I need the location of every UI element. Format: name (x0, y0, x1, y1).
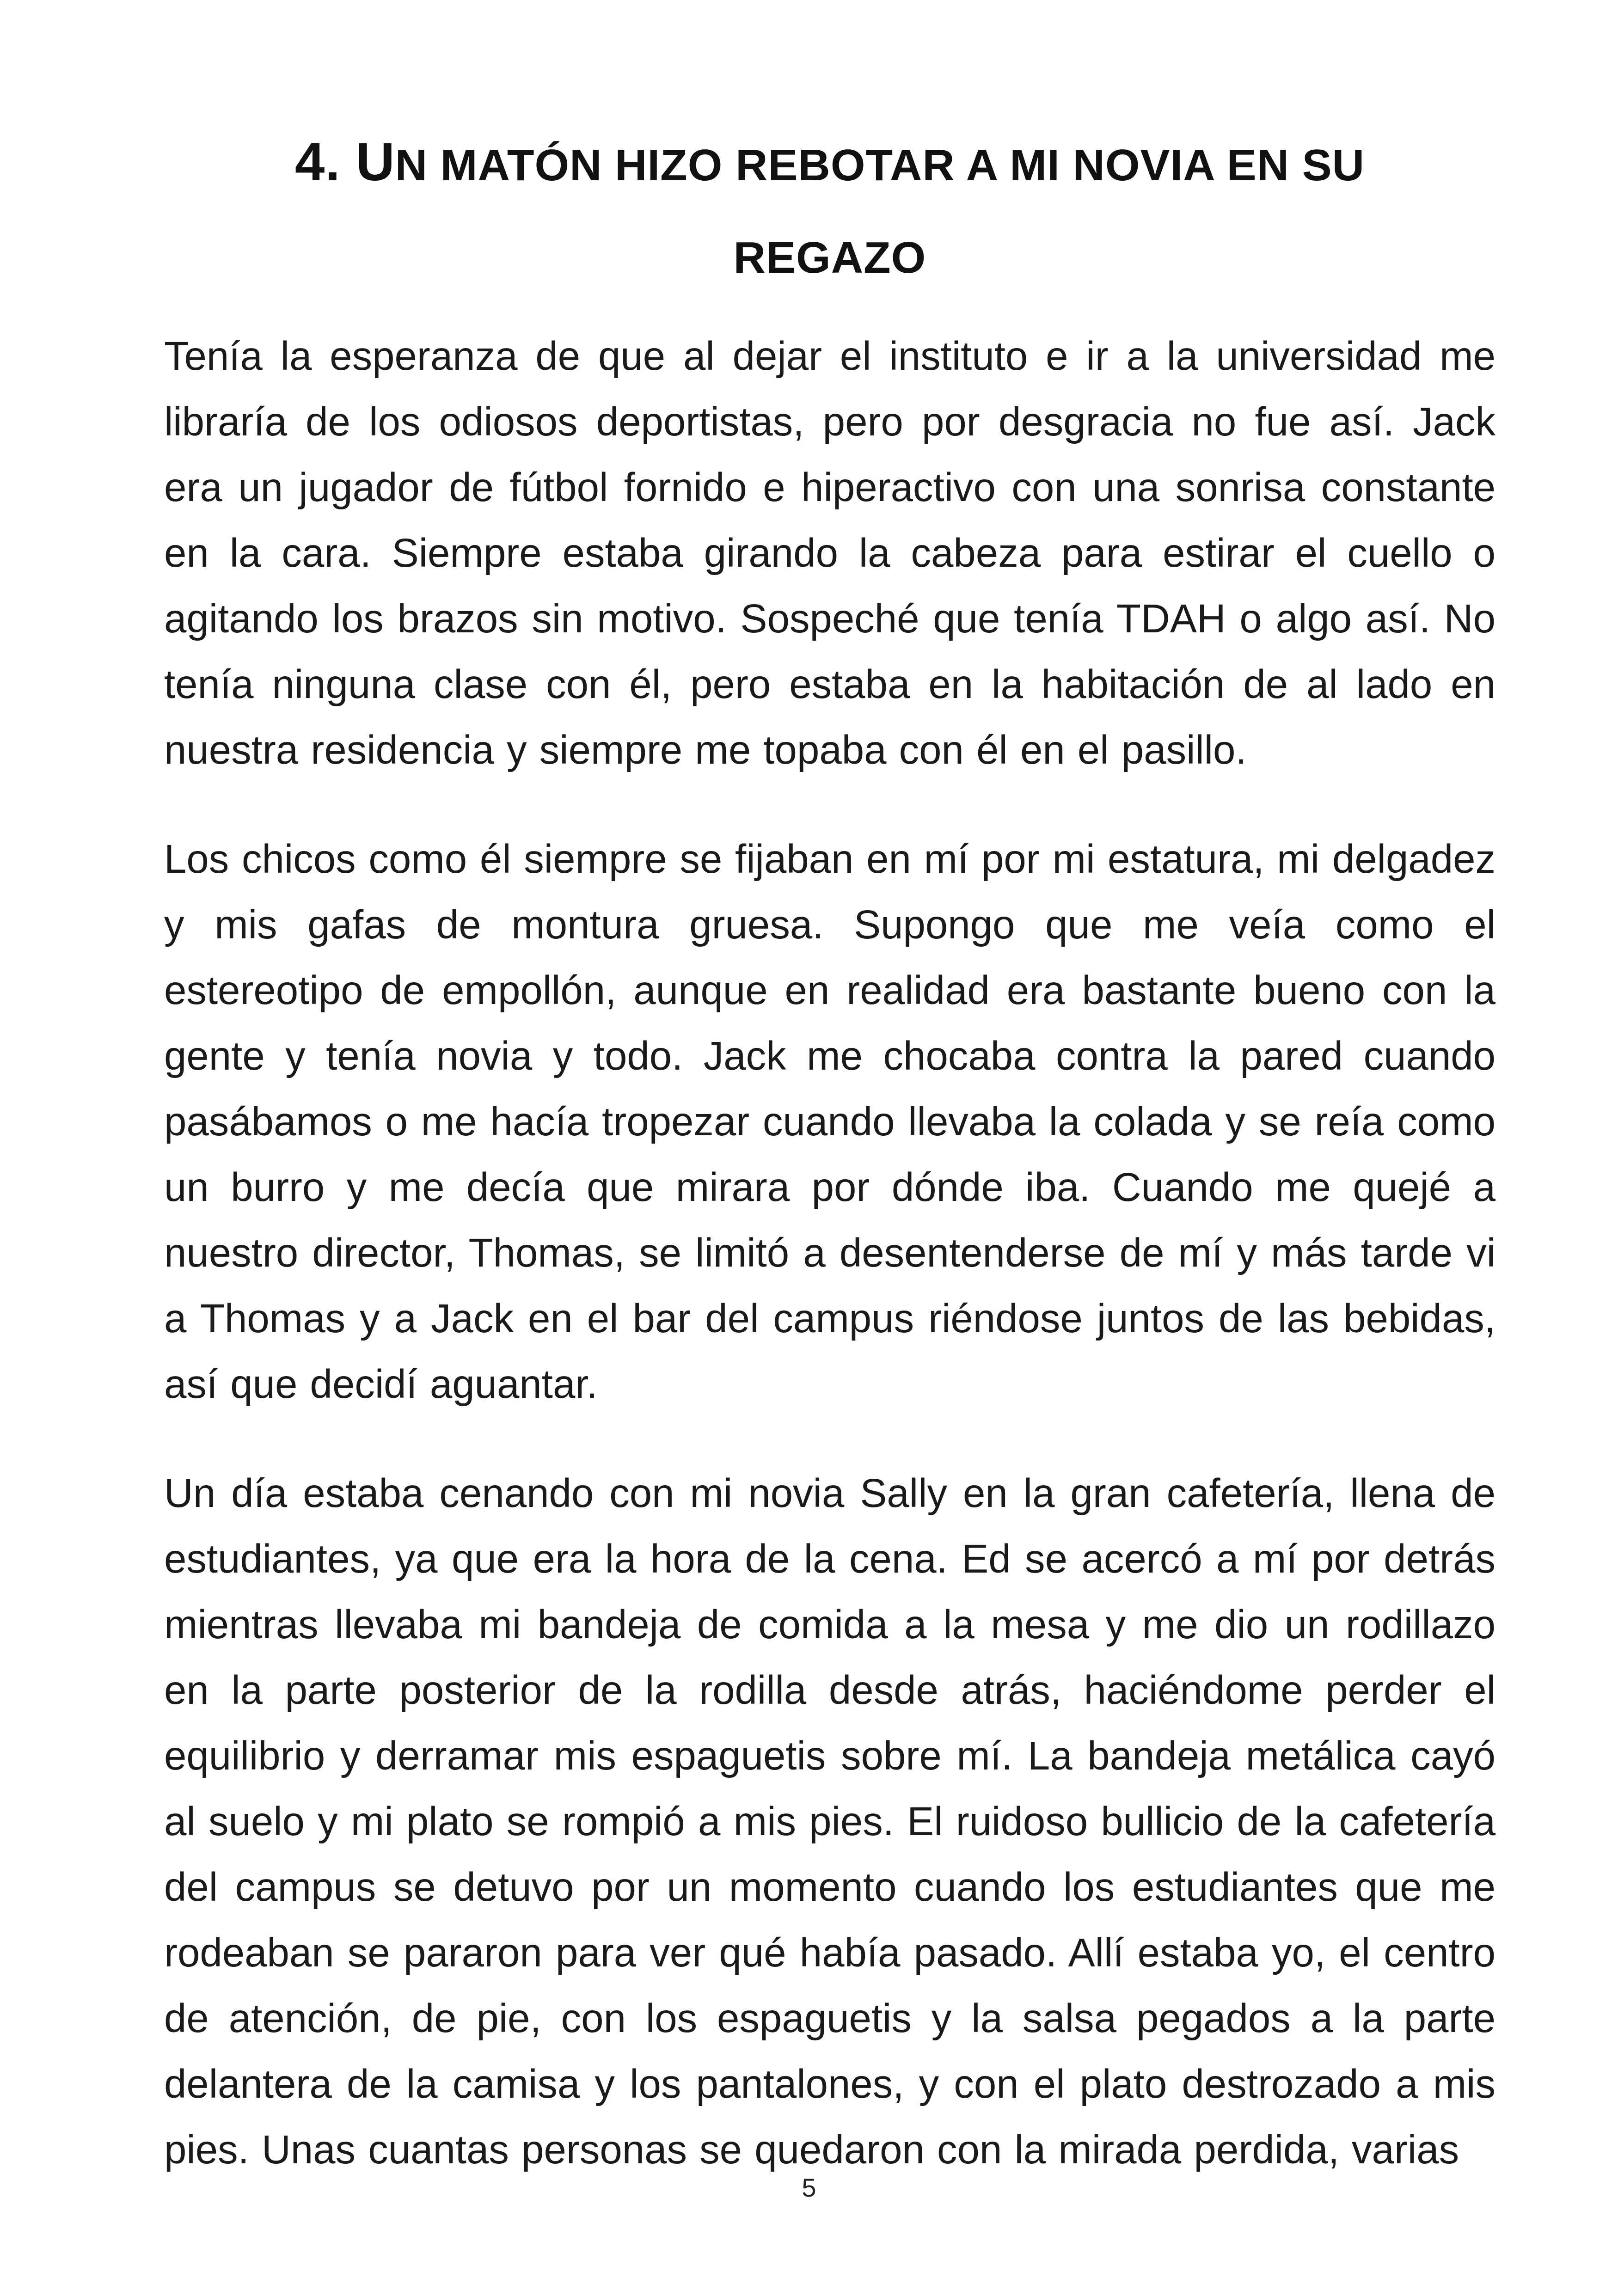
paragraph-3: Un día estaba cenando con mi novia Sally en la gran cafetería, llena de estudiantes, ya que era la hora de la cena. Ed se acercó a mí por detrás mientras llevaba mi bandeja de comida a la mesa y me dio un rodillazo en la parte posterior de la rodilla desde atrás, haciéndome perder el equilibrio y derramar mis espaguetis sobre mí. La bandeja metálica cayó al suelo y mi plato se rompió a mis pies. El ruidoso bullicio de la cafetería del campus se detuvo por un momento cuando los estudiantes que me rodeaban se pararon para ver qué había pasado. Allí estaba yo, el centro de atención, de pie, con los espaguetis y la salsa pegados a la parte delantera de la camisa y los pantalones, y con el plato destrozado a mis pies. Unas cuantas personas se quedaron con la mirada perdida, varias (164, 1471, 1495, 2172)
chapter-title-part-1: N MATÓN HIZO REBOTAR A MI NOVIA EN SU (395, 141, 1365, 190)
chapter-number: 4. U (294, 132, 395, 192)
chapter-title-part-2: REGAZO (733, 233, 926, 282)
paragraph-1: Tenía la esperanza de que al dejar el instituto e ir a la universidad me libraría de los odiosos deportistas, pero por desgracia no fue así. Jack era un jugador de fútbol fornido e hiperactivo con una sonrisa constante en la cara. Siempre estaba girando la cabeza para estirar el cuello o agitando los brazos sin motivo. Sospeché que tenía TDAH o algo así. No tenía ninguna clase con él, pero estaba en la habitación de al lado en nuestra residencia y siempre me topaba con él en el pasillo. (164, 334, 1495, 772)
page-number: 5 (802, 2173, 816, 2202)
chapter-heading-line-1 (166, 116, 1493, 212)
paragraph-2: Los chicos como él siempre se fijaban en mí por mi estatura, mi delgadez y mis gafas de montura gruesa. Supongo que me veía como el estereotipo de empollón, aunque en realidad era bastante bueno con la gente y tenía novia y todo. Jack me chocaba contra la pared cuando pasábamos o me hacía tropezar cuando llevaba la colada y se reía como un burro y me decía que mirara por dónde iba. Cuando me quejé a nuestro director, Thomas, se limitó a desentenderse de mí y más tarde vi a Thomas y a Jack en el bar del campus riéndose juntos de las bebidas, así que decidí aguantar. (164, 837, 1495, 1407)
chapter-heading (166, 116, 1493, 304)
chapter-body (164, 324, 1495, 2226)
